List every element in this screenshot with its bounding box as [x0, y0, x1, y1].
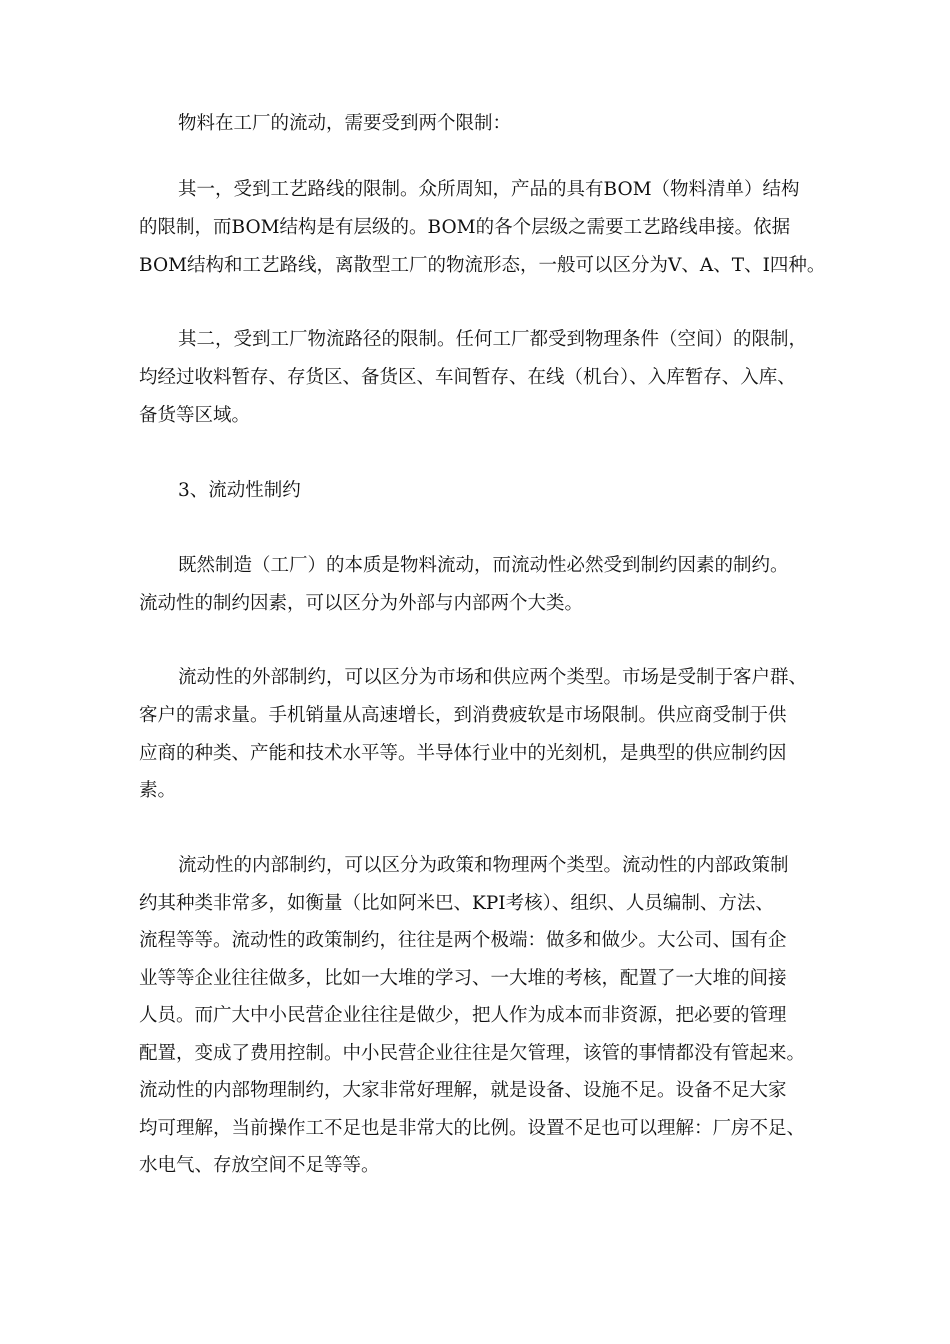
- paragraph-internal-constraint-line: 流动性的内部物理制约，大家非常好理解，就是设备、设施不足。设备不足大家: [139, 1080, 787, 1101]
- paragraph-external-constraint-line: 客户的需求量。手机销量从高速增长，到消费疲软是市场限制。供应商受制于供: [139, 705, 787, 726]
- paragraph-internal-constraint-line: 均可理解，当前操作工不足也是非常大的比例。设置不足也可以理解：厂房不足、: [139, 1118, 806, 1139]
- paragraph-internal-constraint-line: 业等等企业往往做多，比如一大堆的学习、一大堆的考核，配置了一大堆的间接: [139, 968, 787, 989]
- paragraph-external-constraint-line: 应商的种类、产能和技术水平等。半导体行业中的光刻机，是典型的供应制约因: [139, 743, 787, 764]
- paragraph-external-constraint-line: 素。: [139, 780, 177, 801]
- paragraph-liquidity-essence-line: 流动性的制约因素，可以区分为外部与内部两个大类。: [139, 593, 584, 614]
- paragraph-logistics-path-constraint-line: 其二，受到工厂物流路径的限制。任何工厂都受到物理条件（空间）的限制，: [178, 329, 808, 350]
- paragraph-internal-constraint-line: 水电气、存放空间不足等等。: [139, 1155, 380, 1176]
- section-heading-liquidity-constraint: 3、流动性制约: [178, 480, 301, 501]
- paragraph-internal-constraint-line: 约其种类非常多，如衡量（比如阿米巴、KPI考核）、组织、人员编制、方法、: [139, 893, 774, 914]
- paragraph-internal-constraint-line: 流程等等。流动性的政策制约，往往是两个极端：做多和做少。大公司、国有企: [139, 930, 787, 951]
- paragraph-process-route-constraint-line: 其一，受到工艺路线的限制。众所周知，产品的具有BOM（物料清单）结构: [178, 179, 800, 200]
- paragraph-external-constraint-line: 流动性的外部制约，可以区分为市场和供应两个类型。市场是受制于客户群、: [178, 667, 808, 688]
- paragraph-internal-constraint-line: 流动性的内部制约，可以区分为政策和物理两个类型。流动性的内部政策制: [178, 855, 789, 876]
- paragraph-logistics-path-constraint-line: 备货等区域。: [139, 405, 251, 426]
- paragraph-process-route-constraint-line: 的限制，而BOM结构是有层级的。BOM的各个层级之需要工艺路线串接。依据: [139, 217, 791, 238]
- paragraph-material-flow-intro-line: 物料在工厂的流动，需要受到两个限制：: [178, 113, 512, 134]
- paragraph-liquidity-essence-line: 既然制造（工厂）的本质是物料流动，而流动性必然受到制约因素的制约。: [178, 555, 789, 576]
- paragraph-internal-constraint-line: 人员。而广大中小民营企业往往是做少，把人作为成本而非资源，把必要的管理: [139, 1005, 787, 1026]
- paragraph-internal-constraint-line: 配置，变成了费用控制。中小民营企业往往是欠管理，该管的事情都没有管起来。: [139, 1043, 806, 1064]
- paragraph-process-route-constraint-line: BOM结构和工艺路线，离散型工厂的物流形态，一般可以区分为V、A、T、I四种。: [139, 255, 826, 276]
- paragraph-logistics-path-constraint-line: 均经过收料暂存、存货区、备货区、车间暂存、在线（机台）、入库暂存、入库、: [139, 367, 796, 388]
